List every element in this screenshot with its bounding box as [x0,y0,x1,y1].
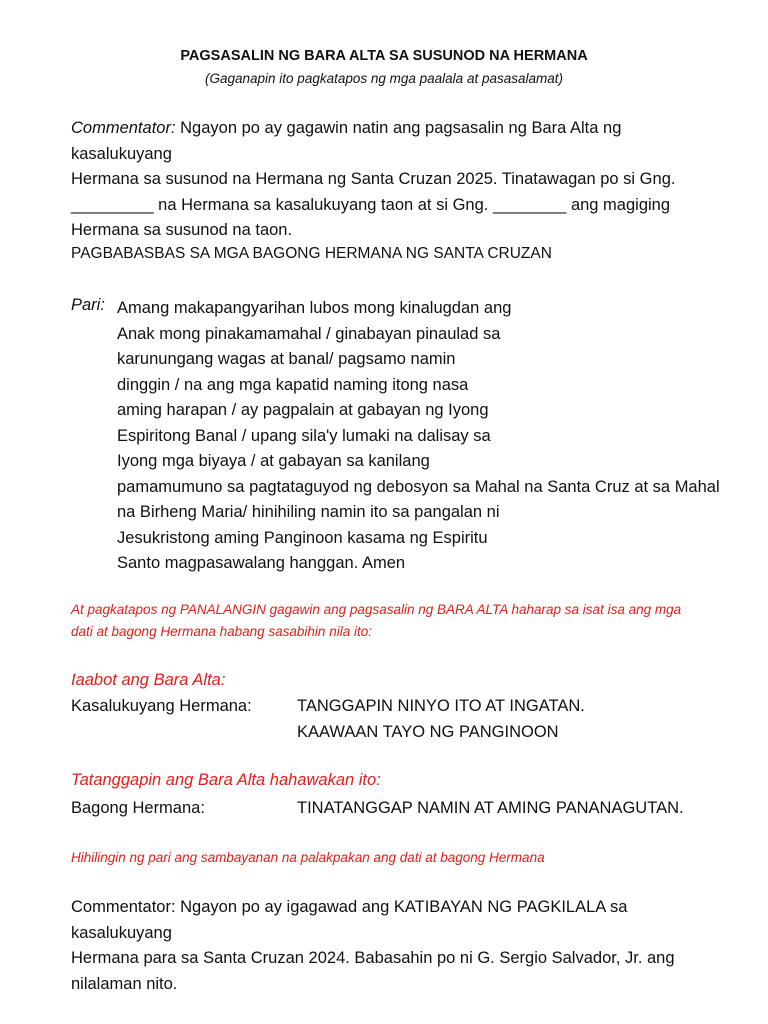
intro-line-2: Hermana sa susunod na Hermana ng Santa Cruzan 2025. Tinatawagan po si Gng. [71,170,676,188]
current-hermana-label: Kasalukuyang Hermana: [71,697,252,715]
prayer-line: Iyong mga biyaya / at gabayan sa kanilang [117,452,430,470]
commentator-label: Commentator: [71,119,176,137]
prayer-line: Anak mong pinakamamahal / ginabayan pinaulad sa [117,324,501,343]
document-title: PAGSASALIN NG BARA ALTA SA SUSUNOD NA HERMANA [180,48,588,64]
prayer-line: na Birheng Maria/ hinihiling namin ito sa pangalan ni [117,503,500,521]
new-hermana-response: TINATANGGAP NAMIN AT AMING PANANAGUTAN. [297,799,684,817]
closing-paragraph: Commentator: Ngayon po ay igagawad ang KATIBAYAN NG PAGKILALA sa kasalukuyang Hermana para sa Santa Cruzan 2024. Babasahin po ni G. Sergio Salvador, Jr. ang nilalaman nito. [71,898,675,993]
prayer-line: karunungang wagas at banal/ pagsamo namin [117,350,456,368]
prayer-line: Jesukristong aming Panginoon kasama ng Espiritu [117,528,488,547]
prayer-text [117,296,720,577]
intro-paragraph [71,116,721,244]
section-2-heading: Tatanggapin ang Bara Alta hahawakan ito: [71,771,381,789]
prayer-line: Amang makapangyarihan lubos mong kinalugdan ang [117,299,512,317]
intro-line-3: _________ na Hermana sa kasalukuyang taon at si Gng. ________ ang magiging [71,195,671,214]
current-hermana-response: TANGGAPIN NINYO ITO AT INGATAN. KAAWAAN TAYO NG PANGINOON [297,697,585,741]
section-1-heading: Iaabot ang Bara Alta: [71,671,226,689]
prayer-line: pamamumuno sa pagtataguyod ng debosyon sa Mahal na Santa Cruz at sa Mahal [117,477,720,496]
prayer-line: dinggin / na ang mga kapatid naming itong nasa [117,375,469,394]
document-subtitle: (Gaganapin ito pagkatapos ng mga paalala at pasasalamat) [205,71,563,86]
prayer-line: Santo magpasawalang hanggan. Amen [117,554,406,572]
prayer-line: Espiritong Banal / upang sila'y lumaki na dalisay sa [117,426,491,445]
new-hermana-label: Bagong Hermana: [71,799,205,817]
instruction-note-2: Hihilingin ng pari ang sambayanan na palakpakan ang dati at bagong Hermana [71,850,545,865]
prayer-line: aming harapan / ay pagpalain at gabayan ng Iyong [117,401,489,419]
intro-line-4: Hermana sa susunod na taon. [71,221,293,239]
pari-label: Pari: [71,296,105,314]
blessing-heading: PAGBABASBAS SA MGA BAGONG HERMANA NG SANTA CRUZAN [71,245,552,262]
instruction-note-1: At pagkatapos ng PANALANGIN gagawin ang pagsasalin ng BARA ALTA haharap sa isat isa ang mga dati at bagong Hermana habang sasabihin nila ito: [71,602,682,639]
intro-line-1: Commentator: Ngayon po ay gagawin natin ang pagsasalin ng Bara Alta ng kasalukuyang [71,119,622,163]
